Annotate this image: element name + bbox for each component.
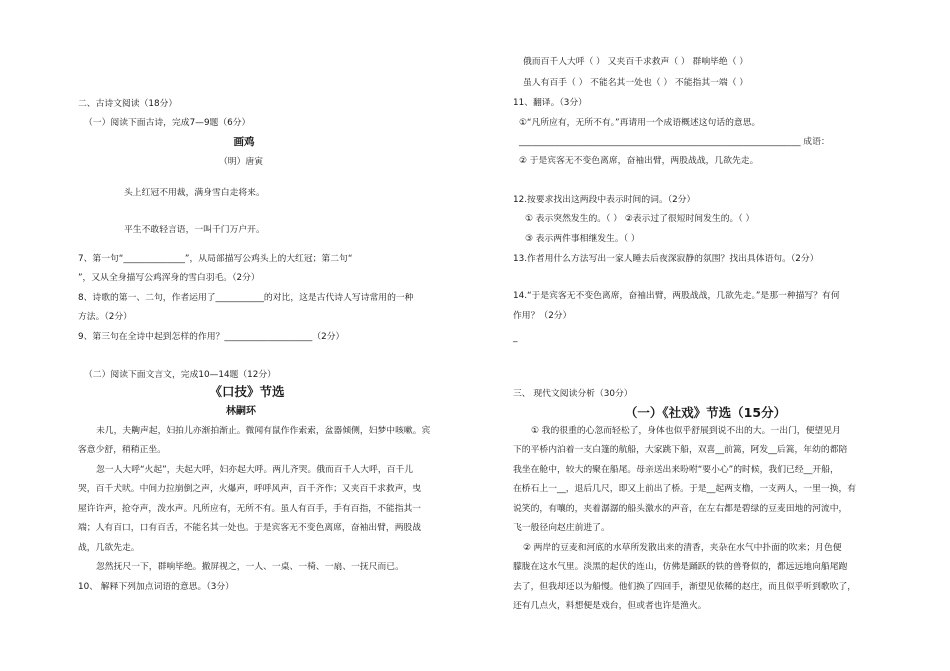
q10-heading: 10、 解释下列加点词语的意思。（3分） (78, 582, 234, 592)
q12-heading: 12.按要求找出这两段中表示时间的词。（2分） (513, 195, 696, 205)
poem-line-1: 头上红冠不用裁，满身雪白走将来。 (124, 188, 265, 198)
text-author: 林嗣环 (226, 406, 256, 417)
para2-line-5: 战，几欲先走。 (78, 543, 140, 553)
q8-line-2: 方法。（2分） (78, 312, 132, 322)
q7-line-1: 7、第一句“______________”，从局部描写公鸡头上的大红冠；第二句“ (78, 254, 353, 264)
para2-line-2: 哭，百千犬吠。中间力拉崩倒之声，火爆声，呼呼风声，百千齐作；又夹百千求救声，曳 (78, 484, 422, 494)
section3-heading: 三、 现代文阅读分析（30分） (513, 389, 633, 399)
p1-line-3: 我坐在舱中，较大的聚在船尾。母亲送出来吩咐“要小心”的时候，我们已经__开船， (513, 465, 839, 475)
p1-line-6: 飞一般径向赵庄前进了。 (513, 523, 610, 533)
para3-line-1: 忽然抚尺一下，群响毕绝。撤屏视之，一人、一桌、一椅、一扇、一抚尺而已。 (96, 562, 404, 572)
p2-line-1: ② 两岸的豆麦和河底的水草所发散出来的清香，夹杂在水气中扑面的吹来；月色便 (523, 543, 842, 553)
q11-item-1: ①“凡所应有，无所不有。”再请用一个成语概述这句话的意思。 (519, 118, 761, 128)
q12-row-2: ③ 表示两件事相继发生。（ ） (525, 234, 640, 244)
q13: 13.作者用什么方法写出一家人睡去后夜深寂静的氛围？找出具体语句。（2分） (513, 254, 819, 264)
p1-line-4: 在桥石上一__，退后几尺，即又上前出了桥。于是__起两支橹，一支两人，一里一换，有 (513, 484, 857, 494)
p2-line-4: 还有几点火，料想便是戏台，但或者也许是渔火。 (513, 601, 707, 611)
section2-heading: 二、古诗文阅读（18分） (78, 99, 178, 109)
poem-author: （明）唐寅 (219, 157, 263, 167)
p2-line-2: 朦胧在这水气里。淡黑的起伏的连山，仿佛是踊跃的铁的兽脊似的，都远远地向船尾跑 (513, 562, 848, 572)
q10-row-2: 虽人有百手（ ） 不能名其一处也（ ） 不能指其一端（ ） (523, 78, 749, 88)
text-title: 《口技》节选 (209, 384, 285, 399)
sub2-heading: （二）阅读下面文言文，完成10—14题（12分） (84, 370, 276, 380)
sub1-heading: （一）阅读下面古诗，完成7—9题（6分） (84, 118, 251, 128)
q14-line-1: 14.“于是宾客无不变色离席，奋袖出臂，两股战战，几欲先走。”是那一种描写？有何 (513, 291, 840, 301)
p1-line-2: 下的平桥内泊着一支白篷的航船，大家跳下船，双喜__前篙，阿发__后篙，年幼的都陪 (513, 445, 848, 455)
para1-line-2: 客意少舒，稍稍正坐。 (78, 445, 166, 455)
text2-title: （一）《社戏》节选（15分） (624, 405, 787, 420)
q11-heading: 11、翻译。（3分） (513, 98, 587, 108)
para1-line-1: 未几，夫齁声起，妇拍儿亦渐拍渐止。微闻有鼠作作索索，盆器倾侧，妇梦中咳嗽。宾 (96, 426, 431, 436)
p1-line-5: 说笑的，有嚷的，夹着潺潺的船头激水的声音，在左右都是碧绿的豆麦田地的河流中， (513, 504, 848, 514)
q14-answer-mark: _ (513, 333, 518, 343)
para2-line-4: 端；人有百口，口有百舌，不能名其一处也。于是宾客无不变色离席，奋袖出臂，两股战 (78, 523, 422, 533)
q11-blank: ________________________________________________________________ 成语： (519, 137, 830, 147)
para2-line-3: 屋许许声，抢夺声，泼水声。凡所应有，无所不有。虽人有百手，手有百指，不能指其一 (78, 504, 422, 514)
q9: 9、第三句在全诗中起到怎样的作用？____________________（2分） (78, 332, 345, 342)
left-column (78, 0, 440, 671)
p1-line-1: ① 我的很重的心忽而轻松了，身体也似乎舒展到说不出的大。一出门，便望见月 (531, 426, 841, 436)
q12-row-1: ① 表示突然发生的。（ ） ②表示过了很短时间发生的。（ ） (525, 214, 755, 224)
q11-item-2: ② 于是宾客无不变色离席，奋袖出臂，两股战战，几欲先走。 (519, 156, 759, 166)
q14-line-2: 作用？（2分） (513, 311, 572, 321)
p2-line-3: 去了，但我却还以为船慢。他们换了四回手，渐望见依稀的赵庄，而且似乎听到歌吹了， (513, 582, 857, 592)
q7-line-2: ”，又从全身描写公鸡浑身的雪白羽毛。（2分） (78, 273, 260, 283)
para2-line-1: 忽一人大呼“火起”，夫起大呼，妇亦起大呼。两儿齐哭。俄而百千人大呼，百千儿 (96, 465, 414, 475)
poem-title: 画鸡 (233, 136, 255, 148)
right-column (513, 0, 878, 671)
q8-line-1: 8、诗歌的第一、二句，作者运用了___________的对比，这是古代诗人写诗常用的一种 (78, 293, 414, 303)
q10-row-1: 俄而百千人大呼（ ） 又夹百千求救声（ ） 群响毕绝（ ） (523, 57, 749, 67)
poem-line-2: 平生不敢轻言语，一叫千门万户开。 (124, 225, 265, 235)
